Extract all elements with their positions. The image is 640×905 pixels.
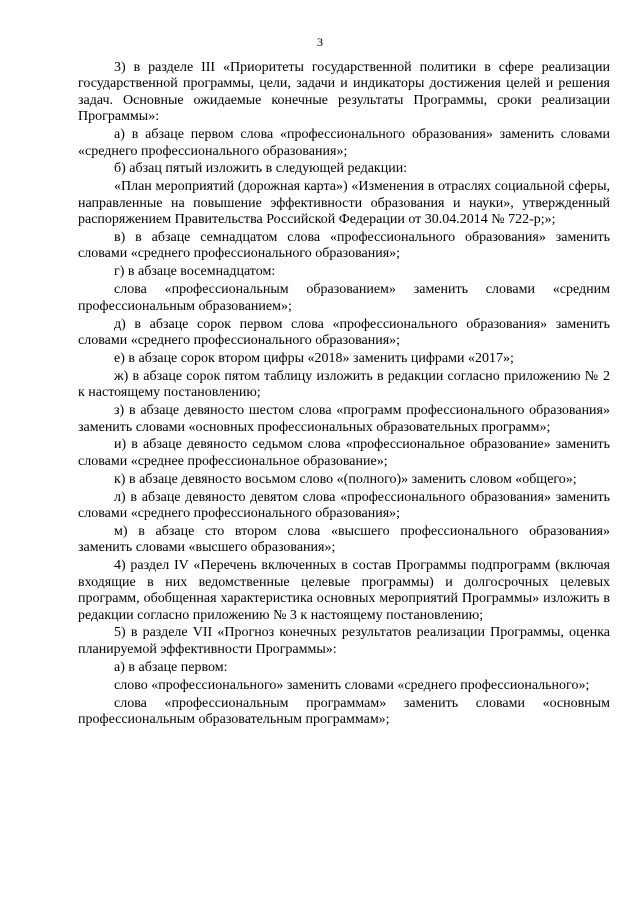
paragraph-item-a: а) в абзаце первом слова «профессионального образования» заменить словами «среднего профессионального образования»; bbox=[78, 127, 610, 159]
paragraph-section-5-intro: 5) в разделе VII «Прогноз конечных результатов реализации Программы, оценка планируемой эффективности Программы»: bbox=[78, 625, 610, 657]
page-number: 3 bbox=[317, 35, 323, 49]
paragraph-item-m: м) в абзаце сто втором слова «высшего профессионального образования» заменить словами «высшего образования»; bbox=[78, 523, 610, 556]
paragraph-item-v: в) в абзаце семнадцатом слова «профессионального образования» заменить словами «среднего профессионального образования»; bbox=[78, 230, 610, 262]
paragraph-item-e: е) в абзаце сорок втором цифры «2018» заменить цифрами «2017»; bbox=[114, 350, 514, 366]
paragraph-item-g: г) в абзаце восемнадцатом: bbox=[114, 264, 276, 280]
paragraph-section-5-item-a: а) в абзаце первом: bbox=[114, 659, 228, 675]
document-body bbox=[78, 60, 610, 730]
paragraph-item-zh: ж) в абзаце сорок пятом таблицу изложить в редакции согласно приложению № 2 к настоящему постановлению; bbox=[78, 368, 610, 401]
paragraph-item-k: к) в абзаце девяносто восьмом слово «(полного)» заменить словом «общего»; bbox=[114, 471, 577, 487]
paragraph-section-5-word: слово «профессионального» заменить словами «среднего профессионального»; bbox=[114, 677, 590, 693]
paragraph-item-g-words: слова «профессиональным образованием» заменить словами «средним профессиональным образованием»; bbox=[78, 282, 610, 314]
paragraph-item-z: з) в абзаце девяносто шестом слова «программ профессионального образования» заменить словами «основных профессиональных образовательных программ»; bbox=[78, 403, 610, 435]
paragraph-item-d: д) в абзаце сорок первом слова «профессионального образования» заменить словами «среднего профессионального образования»; bbox=[78, 316, 610, 348]
paragraph-item-i: и) в абзаце девяносто седьмом слова «профессиональное образование» заменить словами «среднее профессиональное образование»; bbox=[78, 437, 610, 469]
paragraph-quoted-plan: «План мероприятий (дорожная карта») «Изменения в отраслях социальной сферы, направленные на повышение эффективности образования и науки», утвержденный распоряжением Правительства Российской Федерации от 30.04.2014 № 722-р;»; bbox=[78, 179, 610, 228]
paragraph-section-3-intro: 3) в разделе III «Приоритеты государственной политики в сфере реализации государственной программы, цели, задачи и индикаторы достижения целей и решения задач. Основные ожидаемые конечные результаты Программы, сроки реализации Программы»: bbox=[78, 60, 610, 125]
paragraph-item-b: б) абзац пятый изложить в следующей редакции: bbox=[114, 161, 408, 177]
paragraph-section-4: 4) раздел IV «Перечень включенных в состав Программы подпрограмм (включая входящие в них ведомственные целевые программы) и долгосрочных целевых программ, обобщенная характеристика основных мероприятий Программы» изложить в редакции согласно приложению № 3 к настоящему постановлению; bbox=[78, 558, 610, 623]
paragraph-section-5-words: слова «профессиональным программам» заменить словами «основным профессиональным образовательным программам»; bbox=[78, 695, 610, 727]
paragraph-item-l: л) в абзаце девяносто девятом слова «профессионального образования» заменить словами «среднего профессионального образования»; bbox=[78, 489, 610, 522]
